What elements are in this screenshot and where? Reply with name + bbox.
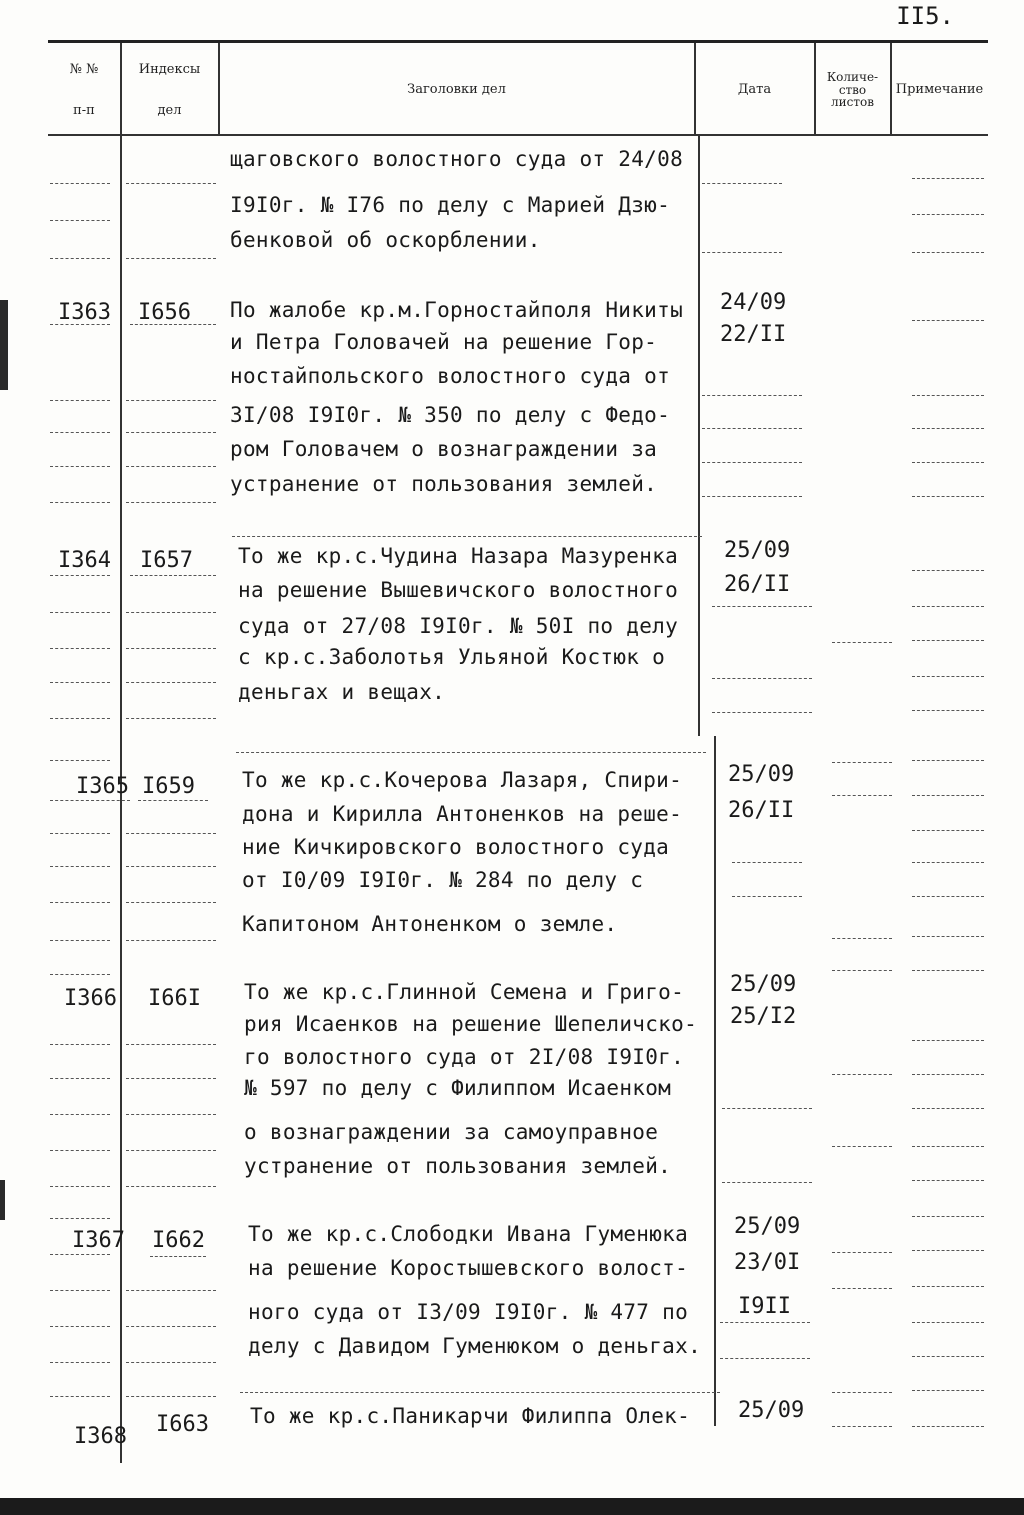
table-header-rule [48,134,988,136]
record-date: 23/0I [734,1250,801,1275]
record-date: 25/09 [738,1398,805,1423]
record-date: 22/II [720,322,787,347]
title-line: рия Исаенков на решение Шепеличско- [244,1012,698,1036]
scan-edge-mark [0,300,8,390]
title-line: То же кр.с.Глинной Семена и Григо- [244,980,685,1004]
header-sheets [815,48,890,132]
title-line: ного суда от I3/09 I9I0г. № 477 по [248,1300,689,1324]
record-date: 25/09 [730,972,797,997]
record-date: 26/II [724,572,791,597]
title-line: Капитоном Антоненком о земле. [242,912,618,936]
title-line: суда от 27/08 I9I0г. № 50I по делу [238,614,679,638]
record-number: I363 [58,300,111,325]
record-number: I367 [72,1228,125,1253]
title-line: То же кр.с.Чудина Назара Мазуренка [238,544,679,568]
title-line: То же кр.с.Кочерова Лазаря, Спири- [242,768,683,792]
header-index-label: Индексы [138,61,201,77]
record-number: I365 [76,774,129,799]
header-notes: Примечание [895,82,984,98]
header-date: Дата [737,82,772,98]
title-line: То же кр.с.Паникарчи Филиппа Олек- [250,1404,691,1428]
header-sheets-line: ство [838,82,867,97]
column-rule [714,736,716,1426]
title-line: устранение от пользования землей. [230,472,658,496]
title-line: и Петра Головачей на решение Гор- [230,330,658,354]
header-sheets-line: Количе- [826,70,879,85]
title-line: на решение Коростышевского волост- [248,1256,689,1280]
header-sheets-line: листов [831,95,874,110]
scan-bottom-edge [0,1498,1024,1515]
table-top-rule [48,40,988,43]
title-line: ностайпольского волостного суда от [230,364,671,388]
record-date: 26/II [728,798,795,823]
title-line: деньгах и вещах. [238,680,446,704]
title-line: делу с Давидом Гуменюком о деньгах. [248,1334,702,1358]
title-line: го волостного суда от 2I/08 I9I0г. [244,1045,685,1069]
header-number-sub: п-п [73,103,95,118]
record-index: I662 [152,1228,205,1253]
title-line: о вознаграждении за самоуправное [244,1120,659,1144]
header-number [48,48,120,132]
record-index: I663 [156,1412,209,1437]
title-line: То же кр.с.Слободки Ивана Гуменюка [248,1222,689,1246]
title-line: на решение Вышевичского волостного [238,578,679,602]
page-number: II5. [896,2,954,30]
title-line: № 597 по делу с Филиппом Исаенком [244,1076,672,1100]
title-line: I9I0г. № I76 по делу с Марией Дзю- [230,193,671,217]
record-index: I657 [140,548,193,573]
title-line: ние Кичкировского волостного суда [242,835,670,859]
title-line: от I0/09 I9I0г. № 284 по делу с [242,868,644,892]
record-index: I656 [138,300,191,325]
title-line: По жалобе кр.м.Горностайполя Никиты [230,298,684,322]
column-rule [698,136,700,736]
record-date: 25/I2 [730,1004,797,1029]
title-line: дона и Кирилла Антоненков на реше- [242,802,683,826]
title-line: бенковой об оскорблении. [230,228,541,252]
scan-edge-mark [0,1180,5,1220]
title-line: устранение от пользования землей. [244,1154,672,1178]
header-index-sub: дел [157,103,182,118]
record-index: I659 [142,774,195,799]
header-number-label: № № [69,61,99,77]
record-number: I366 [64,986,117,1011]
record-index: I66I [148,986,201,1011]
record-number: I368 [74,1424,127,1449]
record-date: 25/09 [724,538,791,563]
title-line: с кр.с.Заболотья Ульяной Костюк о [238,645,666,669]
record-date: 25/09 [728,762,795,787]
title-line: 3I/08 I9I0г. № 350 по делу с Федо- [230,403,671,427]
record-date: I9II [738,1294,791,1319]
record-number: I364 [58,548,111,573]
record-date: 24/09 [720,290,787,315]
header-title: Заголовки дел [407,82,506,98]
title-line: ром Головачем о вознаграждении за [230,437,658,461]
title-line: щаговского волостного суда от 24/08 [230,147,684,171]
header-index [121,48,218,132]
record-date: 25/09 [734,1214,801,1239]
